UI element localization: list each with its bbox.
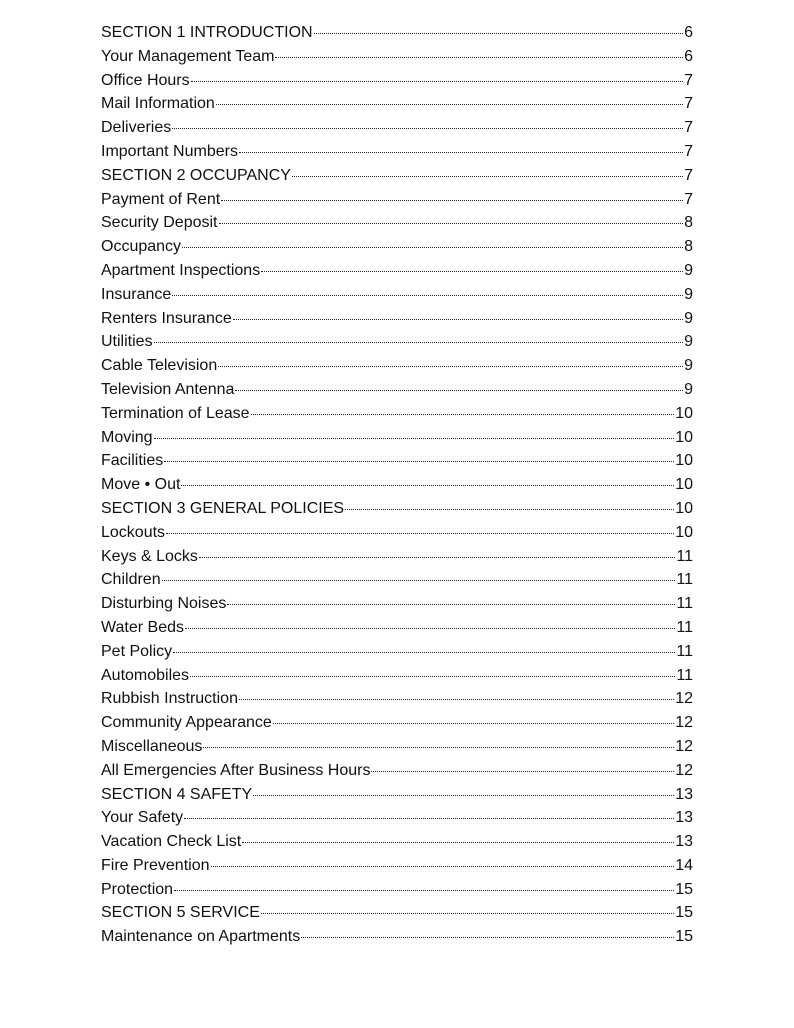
toc-dot-leader (166, 533, 674, 534)
toc-entry-title: Moving (101, 428, 153, 446)
toc-entry-page-number: 11 (676, 618, 693, 636)
toc-entry (101, 426, 693, 450)
toc-entry-title: Facilities (101, 452, 164, 470)
toc-entry-page-number: 10 (675, 476, 693, 494)
toc-entry-page-number: 9 (684, 309, 693, 327)
toc-entry-page-number: 7 (684, 166, 693, 184)
toc-entry-title: Miscellaneous (101, 737, 203, 755)
toc-entry-title: Automobiles (101, 666, 190, 684)
toc-entry-title: Insurance (101, 285, 172, 303)
toc-dot-leader (203, 747, 674, 748)
toc-dot-leader (219, 223, 684, 224)
toc-entry-page-number: 11 (676, 571, 693, 589)
toc-entry (101, 806, 693, 830)
toc-entry-title: Lockouts (101, 523, 166, 541)
toc-dot-leader (162, 580, 676, 581)
toc-entry-page-number: 8 (684, 238, 693, 256)
toc-entry-title: Protection (101, 880, 174, 898)
toc-entry-page-number: 9 (684, 333, 693, 351)
toc-entry-page-number: 7 (684, 71, 693, 89)
toc-entry-title: Office Hours (101, 71, 190, 89)
toc-entry-title: Move • Out (101, 476, 181, 494)
toc-entry (101, 211, 693, 235)
toc-entry (101, 354, 693, 378)
toc-dot-leader (190, 676, 675, 677)
toc-entry-page-number: 11 (676, 595, 693, 613)
toc-entry (101, 568, 693, 592)
toc-entry-title: SECTION 5 SERVICE (101, 904, 260, 922)
toc-entry-title: All Emergencies After Business Hours (101, 761, 371, 779)
toc-entry-page-number: 7 (684, 190, 693, 208)
table-of-contents (101, 21, 693, 949)
toc-entry-page-number: 8 (684, 214, 693, 232)
toc-dot-leader (275, 57, 683, 58)
toc-entry (101, 402, 693, 426)
toc-entry (101, 21, 693, 45)
toc-entry-title: Deliveries (101, 119, 172, 137)
toc-dot-leader (235, 390, 683, 391)
toc-entry-page-number: 10 (675, 523, 693, 541)
toc-entry (101, 188, 693, 212)
toc-dot-leader (314, 33, 684, 34)
toc-entry-title: SECTION 2 OCCUPANCY (101, 166, 291, 184)
toc-entry-page-number: 9 (684, 357, 693, 375)
toc-entry-page-number: 13 (675, 833, 693, 851)
toc-entry-page-number: 15 (675, 904, 693, 922)
toc-entry-title: Occupancy (101, 238, 182, 256)
toc-entry-page-number: 10 (675, 499, 693, 517)
toc-entry (101, 449, 693, 473)
toc-entry-page-number: 11 (676, 547, 693, 565)
toc-entry (101, 759, 693, 783)
toc-entry-page-number: 7 (684, 95, 693, 113)
toc-entry (101, 283, 693, 307)
toc-dot-leader (227, 604, 675, 605)
toc-dot-leader (154, 438, 675, 439)
toc-dot-leader (184, 818, 674, 819)
toc-entry-title: Important Numbers (101, 142, 238, 160)
toc-dot-leader (242, 842, 674, 843)
toc-entry-page-number: 6 (684, 24, 693, 41)
toc-dot-leader (221, 200, 683, 201)
toc-entry-title: Keys & Locks (101, 547, 198, 565)
toc-entry (101, 592, 693, 616)
toc-entry-title: Your Management Team (101, 47, 275, 65)
toc-dot-leader (154, 342, 684, 343)
toc-entry-page-number: 13 (675, 809, 693, 827)
toc-entry-title: Television Antenna (101, 380, 235, 398)
toc-entry (101, 830, 693, 854)
toc-dot-leader (218, 366, 683, 367)
toc-entry-title: SECTION 4 SAFETY (101, 785, 253, 803)
toc-entry-page-number: 7 (684, 119, 693, 137)
toc-dot-leader (173, 652, 675, 653)
toc-entry-title: Pet Policy (101, 642, 173, 660)
toc-dot-leader (371, 771, 674, 772)
toc-entry (101, 473, 693, 497)
toc-entry-page-number: 6 (684, 47, 693, 65)
toc-entry (101, 664, 693, 688)
toc-entry (101, 497, 693, 521)
toc-entry-title: Fire Prevention (101, 856, 210, 874)
toc-entry (101, 330, 693, 354)
toc-dot-leader (345, 509, 674, 510)
toc-entry-title: Community Appearance (101, 714, 272, 732)
toc-entry (101, 901, 693, 925)
toc-dot-leader (273, 723, 674, 724)
toc-entry-page-number: 13 (675, 785, 693, 803)
toc-entry-title: Vacation Check List (101, 833, 242, 851)
toc-entry-title: Renters Insurance (101, 309, 232, 327)
toc-entry-page-number: 10 (675, 404, 693, 422)
toc-entry-page-number: 12 (675, 737, 693, 755)
toc-dot-leader (301, 937, 674, 938)
toc-entry (101, 45, 693, 69)
toc-entry (101, 878, 693, 902)
toc-entry (101, 783, 693, 807)
toc-entry (101, 116, 693, 140)
toc-dot-leader (185, 628, 675, 629)
toc-entry-page-number: 15 (675, 880, 693, 898)
toc-entry-page-number: 11 (676, 642, 693, 660)
toc-entry-page-number: 12 (675, 761, 693, 779)
toc-dot-leader (191, 81, 683, 82)
toc-entry (101, 687, 693, 711)
toc-entry-title: Mail Information (101, 95, 215, 113)
toc-dot-leader (174, 890, 674, 891)
toc-entry (101, 616, 693, 640)
toc-entry-title: Rubbish Instruction (101, 690, 238, 708)
toc-dot-leader (199, 557, 675, 558)
toc-dot-leader (211, 866, 675, 867)
toc-entry-page-number: 14 (675, 856, 693, 874)
toc-entry (101, 69, 693, 93)
toc-entry-title: Maintenance on Apartments (101, 928, 301, 946)
toc-entry (101, 925, 693, 949)
toc-entry (101, 378, 693, 402)
toc-dot-leader (233, 319, 683, 320)
toc-dot-leader (239, 699, 674, 700)
toc-dot-leader (181, 485, 674, 486)
toc-dot-leader (261, 913, 674, 914)
toc-entry-page-number: 7 (684, 142, 693, 160)
toc-entry-title: Cable Television (101, 357, 218, 375)
toc-dot-leader (172, 128, 683, 129)
toc-entry-page-number: 9 (684, 261, 693, 279)
toc-entry-title: Your Safety (101, 809, 184, 827)
toc-entry (101, 307, 693, 331)
toc-entry-page-number: 11 (676, 666, 693, 684)
toc-entry (101, 640, 693, 664)
toc-entry-page-number: 15 (675, 928, 693, 946)
toc-entry-title: SECTION 3 GENERAL POLICIES (101, 499, 345, 517)
toc-entry-page-number: 10 (675, 452, 693, 470)
toc-dot-leader (239, 152, 683, 153)
toc-entry (101, 545, 693, 569)
toc-entry-page-number: 9 (684, 380, 693, 398)
toc-entry-page-number: 12 (675, 714, 693, 732)
toc-entry-title: Disturbing Noises (101, 595, 227, 613)
toc-dot-leader (216, 104, 683, 105)
toc-entry-title: Payment of Rent (101, 190, 221, 208)
toc-entry (101, 259, 693, 283)
toc-dot-leader (292, 176, 683, 177)
toc-entry (101, 140, 693, 164)
toc-entry-title: Children (101, 571, 161, 589)
toc-entry-title: Termination of Lease (101, 404, 250, 422)
toc-entry (101, 521, 693, 545)
toc-entry-page-number: 12 (675, 690, 693, 708)
toc-entry (101, 92, 693, 116)
toc-entry-title: Water Beds (101, 618, 184, 636)
toc-entry-title: Utilities (101, 333, 153, 351)
toc-entry-page-number: 10 (675, 428, 693, 446)
toc-entry (101, 711, 693, 735)
toc-entry (101, 735, 693, 759)
toc-entry-title: Security Deposit (101, 214, 218, 232)
toc-dot-leader (253, 795, 674, 796)
toc-entry (101, 235, 693, 259)
toc-dot-leader (251, 414, 675, 415)
toc-dot-leader (164, 461, 674, 462)
toc-entry-page-number: 9 (684, 285, 693, 303)
toc-entry (101, 854, 693, 878)
toc-dot-leader (182, 247, 683, 248)
toc-dot-leader (172, 295, 683, 296)
toc-entry-title: SECTION 1 INTRODUCTION (101, 24, 313, 41)
toc-dot-leader (261, 271, 683, 272)
toc-entry (101, 164, 693, 188)
toc-entry-title: Apartment Inspections (101, 261, 261, 279)
